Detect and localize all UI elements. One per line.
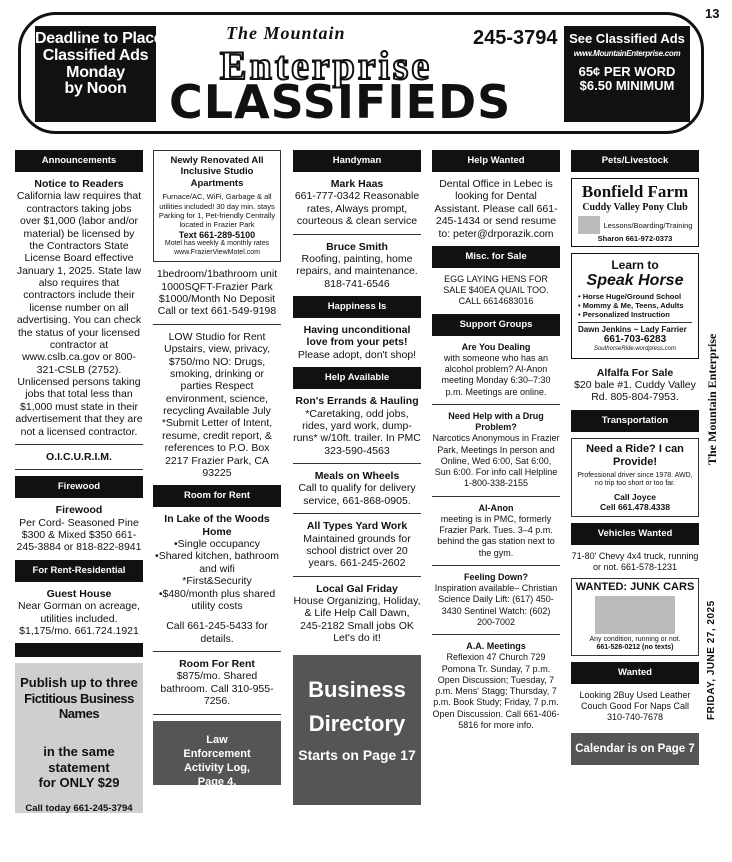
fbn-line: Fictitious Business Names — [24, 690, 134, 722]
deadline-box — [35, 26, 163, 122]
deadline-line: Monday — [66, 63, 125, 81]
ride-ad — [571, 438, 699, 518]
column-4 — [432, 150, 560, 731]
classifieds-header — [18, 12, 704, 134]
bonfield-farm-ad — [571, 178, 699, 247]
lake-woods-title: In Lake of the Woods Home — [164, 513, 270, 538]
divider — [293, 513, 421, 514]
happiness-ad — [293, 324, 421, 361]
learn-to: Learn to — [611, 258, 659, 273]
frazier-rates: Motel has weekly & monthly rates — [164, 240, 270, 248]
chevy-ad: 71-80' Chevy 4x4 truck, running or not. 661-578-1231 — [571, 551, 699, 573]
side-publication: The Mountain Enterprise — [705, 333, 719, 465]
divider-bar — [15, 643, 143, 657]
notice-title: Notice to Readers — [34, 178, 124, 190]
divider — [432, 565, 560, 566]
deadline-line: Deadline to Place — [35, 30, 163, 47]
ron-body: *Caretaking, odd jobs, rides, yard work, dump-runs* w/10ft. trailer. In PMC 323-590-4563 — [293, 407, 421, 457]
price-per-word: 65¢ PER WORD — [578, 64, 676, 80]
smith-title: Bruce Smith — [326, 240, 388, 253]
down-title: Feeling Down? — [464, 571, 528, 582]
frazier-view-motel-ad — [153, 150, 281, 262]
firewood-body: Per Cord- Seasoned Pine $300 & Mixed $350 661-245-3884 or 818-822-8941 — [16, 516, 142, 554]
meals-on-wheels-ad — [293, 470, 421, 507]
biz-line: Business — [308, 676, 406, 702]
couch-ad: Looking 2Buy Used Leather Couch Good For Naps Call 310-740-7678 — [579, 689, 691, 723]
haas-body: 661-777-0342 Reasonable rates, Always prompt, courteous & clean service — [294, 190, 420, 228]
masthead-the-mountain: The Mountain — [226, 23, 346, 43]
column-2 — [153, 150, 281, 789]
drug-title: Need Help with a Drug Problem? — [448, 410, 544, 433]
ride-title: Need a Ride? I can Provide! — [586, 442, 684, 468]
junk-car-photo-icon — [595, 596, 675, 634]
transportation-header: Transportation — [571, 410, 699, 432]
fbn-call: Call today 661-245-3794 — [25, 802, 133, 814]
speak-horse: Speak Horse — [586, 271, 684, 289]
fbn-line: for ONLY $29 — [38, 775, 120, 791]
classifieds-title: CLASSIFIEDS — [169, 75, 512, 129]
minimum-price: $6.50 MINIMUM — [579, 78, 675, 94]
website-link[interactable]: www.MountainEnterprise.com — [573, 49, 681, 59]
junk-title: WANTED: JUNK CARS — [575, 580, 695, 593]
divider — [293, 463, 421, 464]
lake-woods-ad — [153, 513, 281, 645]
divider — [15, 469, 143, 470]
ocurim-ad: O.I.C.U.R.I.M. — [46, 450, 112, 463]
help-wanted-header: Help Wanted — [432, 150, 560, 172]
gal-body: House Organizing, Holiday, & Life Help Call Dawn, 245-2182 Small jobs OK Let's do it! — [293, 595, 421, 645]
divider — [432, 496, 560, 497]
header-phone: 245-3794 — [473, 27, 558, 49]
support-groups-header: Support Groups — [432, 314, 560, 336]
yard-title: All Types Yard Work — [306, 520, 408, 533]
feeling-down-ad — [432, 572, 560, 628]
help-available-header: Help Available — [293, 367, 421, 389]
bonfield-contact: Sharon 661-972-0373 — [597, 234, 673, 244]
masthead-enterprise: Enterprise — [219, 43, 433, 88]
calendar-promo: Calendar is on Page 7 — [571, 733, 699, 765]
meals-title: Meals on Wheels — [314, 470, 400, 482]
firewood-title: Firewood — [55, 504, 103, 517]
room-rent-title: Room For Rent — [179, 658, 255, 670]
horse-names: Dawn Jenkins ~ Lady Farrier — [578, 322, 692, 335]
aa-body: Reflexion 47 Church 729 Pomona Tr. Sunday, 7 p.m. Open Discussion; Tuesday, 7 p.m. Mens' Stagg; Thursday, 7 p.m. Book Study; Friday, 7 p.m. Open Discussion. Call 661-406-5816 for more info. — [432, 652, 560, 730]
alfalfa-ad — [571, 367, 699, 404]
divider — [293, 576, 421, 577]
junk-phone: 661-528-0212 (no texts) — [596, 644, 674, 652]
side-strip — [703, 160, 725, 850]
frazier-web[interactable]: www.FrazierViewMotel.com — [174, 248, 260, 256]
firewood-header: Firewood — [15, 476, 143, 498]
divider — [153, 651, 281, 652]
guest-house-title: Guest House — [46, 587, 112, 600]
drug-body: Narcotics Anonymous in Frazier Park, Meetings In person and Online, Wed 6:00, Sat 6:00, Sun 6:00. For info call Helpline 1-800-338-2155 — [432, 433, 560, 489]
side-date: FRIDAY, JUNE 27, 2025 — [706, 600, 717, 720]
divider — [432, 404, 560, 405]
alanon-body: meeting is in PMC, formerly Frazier Park. Tues. 3–4 p.m. behind the gas station next to the gym. — [437, 513, 555, 558]
haas-title: Mark Haas — [330, 178, 384, 190]
bonfield-sub: Cuddy Valley Pony Club — [582, 202, 688, 214]
guest-house-ad — [15, 588, 143, 638]
bonfield-services-row — [575, 216, 695, 234]
deadline-line: by Noon — [64, 80, 127, 98]
notice-ad — [15, 178, 143, 438]
vehicles-wanted-header: Vehicles Wanted — [571, 523, 699, 545]
ron-title: Ron's Errands & Hauling — [295, 395, 419, 408]
pets-livestock-header: Pets/Livestock — [571, 150, 699, 172]
horse-item: • Personalized Instruction — [578, 309, 670, 319]
happiness-title: Having unconditional love from your pets! — [303, 324, 411, 349]
divider — [153, 714, 281, 715]
happiness-body: Please adopt, don't shop! — [297, 348, 417, 361]
law-enforcement-promo: Law Enforcement Activity Log, Page 4. — [153, 721, 281, 785]
aa-title: A.A. Meetings — [466, 641, 526, 652]
lake-woods-item: •Single occupancy — [174, 538, 260, 550]
bonfield-services: Lessons/Boarding/Training — [603, 220, 693, 230]
apartment-ad: 1bedroom/1bathroom unit 1000SQFT-Frazier Park $1000/Month No Deposit Call or text 661-549-9198 — [156, 268, 278, 318]
smith-body: Roofing, painting, home repairs, and maintenance. 818-741-6546 — [296, 252, 418, 290]
bonfield-title: Bonfield Farm — [581, 182, 689, 201]
down-body: Inspiration available– Christian Science Daily Lift: (617) 450-3430 Sentinel Watch: (602) 200-7002 — [434, 583, 558, 627]
frazier-body: Furnace/AC, WiFi, Garbage & all utilities included! 30 day min. stays Parking for 1, Pet-friendly Centrally located in Frazier Park — [158, 192, 276, 230]
dental-ad: Dental Office in Lebec is looking for Dental Assistant. Please call 661-245-1434 or send resume to: peter@drporazik.com — [434, 178, 558, 240]
aa-meetings-ad — [432, 641, 560, 731]
frazier-text: Text 661-289-5100 — [178, 229, 256, 240]
horse-phone: 661-703-6283 — [603, 334, 667, 346]
lake-woods-item: •$480/month plus shared utility costs — [158, 587, 276, 612]
divider — [432, 634, 560, 635]
firewood-ad — [15, 504, 143, 554]
see-ads-text: See Classified Ads — [569, 31, 685, 46]
speak-horse-ad — [571, 253, 699, 358]
narcotics-anonymous-ad — [432, 411, 560, 490]
column-5 — [571, 150, 699, 765]
deadline-line: Classified Ads — [42, 46, 149, 64]
rates-box — [564, 26, 690, 122]
fbn-line: in the same statement — [43, 744, 115, 775]
studio-ad: LOW Studio for Rent Upstairs, view, privacy, $750/mo NO: Drugs, smoking, drinking or parties Respect environment, science, recycling Available July *Submit Letter of Intent, resume, credit report, & references to P.O. Box 2217 Frazier Park, CA 93225 — [161, 330, 273, 479]
alanon-title: Al-Anon — [478, 502, 514, 513]
horse-web[interactable]: SouthorseRide.wordpress.com — [593, 346, 677, 353]
lake-woods-item: *First&Security — [182, 575, 252, 588]
frazier-title: Newly Renovated All Inclusive Studio Apartments — [170, 155, 264, 189]
junk-cars-ad — [571, 578, 699, 656]
lake-woods-call: Call 661-245-5433 for details. — [166, 620, 268, 645]
divider — [293, 234, 421, 235]
room-rent-body: $875/mo. Shared bathroom. Call 310-955-7256. — [160, 670, 274, 708]
drink-title: Are You Dealing — [461, 341, 531, 352]
notice-body: California law requires that contractors taking jobs over $1,000 (labor and/or material) be licensed by the Contractors State License Board effective January 1, 2025. State law also requires that contractors include their license number on all advertising. You can check the status of your licensed contractor at www.cslb.ca.gov or 800-321-CSLB (2752). Unlicensed persons taking jobs that total less than $1,000 must state in their advertisement that they are not a licensed contractor. — [15, 190, 143, 438]
bruce-smith-ad — [293, 241, 421, 291]
misc-for-sale-header: Misc. for Sale — [432, 246, 560, 268]
room-for-rent-header: Room for Rent — [153, 485, 281, 507]
room-rent-ad — [153, 658, 281, 708]
business-directory-promo — [293, 655, 421, 805]
column-3 — [293, 150, 421, 805]
divider — [15, 444, 143, 445]
alanon-online-ad — [432, 342, 560, 398]
ride-body: Professional driver since 1978. AWD, no trip too short or too far. — [577, 472, 693, 488]
biz-line: Directory — [308, 710, 406, 736]
junk-body: Any condition, running or not. — [589, 635, 681, 643]
happiness-header: Happiness Is — [293, 296, 421, 318]
yard-body: Maintained grounds for school district over 20 years. 661-245-2602 — [303, 532, 411, 570]
fbn-line: Publish up to three — [20, 675, 138, 691]
mark-haas-ad — [293, 178, 421, 228]
gal-title: Local Gal Friday — [316, 582, 398, 595]
rent-residential-header: For Rent-Residential — [15, 560, 143, 582]
guest-house-body: Near Gorman on acreage, utilities included. $1,175/mo. 661.724.1921 — [18, 600, 140, 637]
gal-friday-ad — [293, 583, 421, 645]
alfalfa-body: $20 bale #1. Cuddy Valley Rd. 805-804-7953. — [574, 378, 696, 404]
drink-body: with someone who has an alcohol problem? Al-Anon meeting Monday 6:30–7:30 p.m. Meetings are online. — [441, 352, 551, 397]
biz-line: Starts on Page 17 — [298, 747, 416, 764]
fictitious-business-promo — [15, 663, 143, 813]
divider — [153, 324, 281, 325]
handyman-header: Handyman — [293, 150, 421, 172]
ron-errands-ad — [293, 395, 421, 457]
ride-call: Call Joyce — [613, 491, 657, 502]
wanted-header: Wanted — [571, 662, 699, 684]
ride-phone: Cell 661.478.4338 — [600, 502, 670, 513]
page-number: 13 — [705, 6, 720, 21]
lake-woods-item: •Shared kitchen, bathroom and wifi — [155, 550, 279, 575]
horse-item: • Horse Huge/Ground School — [578, 291, 682, 301]
alanon-pmc-ad — [432, 503, 560, 559]
yard-work-ad — [293, 520, 421, 570]
column-1 — [15, 150, 143, 813]
meals-body: Call to qualify for delivery service, 661-868-0905. — [298, 482, 416, 507]
horse-item: • Mommy & Me, Teens, Adults — [578, 300, 684, 310]
alfalfa-title: Alfalfa For Sale — [596, 366, 674, 379]
horse-photo-icon — [578, 216, 600, 234]
announcements-header: Announcements — [15, 150, 143, 172]
eggs-ad: EGG LAYING HENS FOR SALE $40EA QUAIL TOO. CALL 6614683016 — [443, 273, 549, 307]
